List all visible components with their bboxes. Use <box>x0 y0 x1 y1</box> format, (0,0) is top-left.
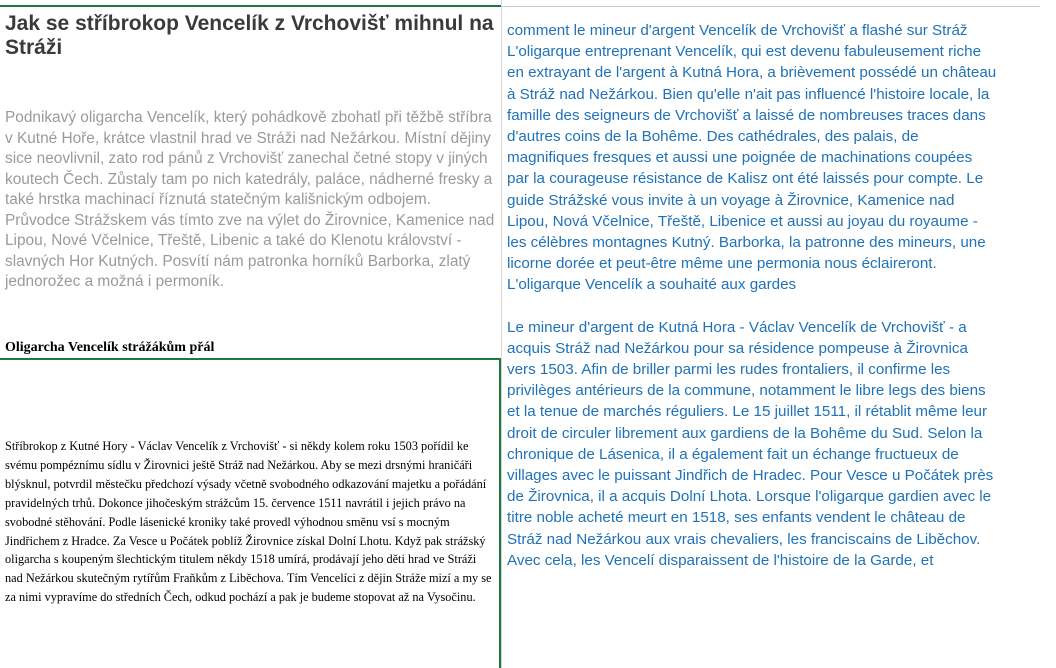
czech-article-title: Jak se stříbrokop Vencelík z Vrchovišť mihnul na Stráži <box>5 12 494 59</box>
french-article-intro: L'oligarque entreprenant Vencelík, qui est devenu fabuleusement riche en extrayant de l'argent à Kutná Hora, a brièvement possédé un château à Stráž nad Nežárkou. Bien qu'elle n'ait pas influencé l'histoire locale, la famille des seigneurs de Vrchovišť a laissé de nombreuses traces dans d'autres coins de la Bohême. Des cathédrales, des palais, de magnifiques fresques et aussi une poignée de machinations coupées par la courageuse résistance de Kalisz ont été laissés pour compte. Le guide Strážské vous invite à un voyage à Žirovnice, Kamenice nad Lipou, Nová Včelnice, Třeště, Libenice et aussi au joyau du royaume - les célèbres montagnes Kutný. Barborka, la patronne des mineurs, une licorne dorée et peut-être même une permonia nous éclaireront. <box>507 43 997 273</box>
french-article-title: comment le mineur d'argent Vencelík de Vrchovišť a flashé sur Stráž <box>507 22 968 39</box>
french-section-body: Le mineur d'argent de Kutná Hora - Václav Vencelík de Vrchovišť - a acquis Stráž nad Nežárkou pour sa résidence pompeuse à Žirovnica vers 1503. Afin de briller parmi les rudes frontaliers, il confirme les privilèges antérieurs de la commune, notamment le libre legs des biens et la tenue de marchés réguliers. Le 15 juillet 1511, il rétablit même leur droit de circuler librement aux gardiens de la Bohême du Sud. Selon la chronique de Lásenica, il a également fait un échange fructueux de villages avec le puissant Jindřich de Hradec. Pour Vesce u Počátek près de Žirovnica, il a acquis Dolní Lhota. Lorsque l'oligarque gardien avec le titre noble acheté meurt en 1518, ses enfants vendent le château de Stráž nad Nežárkou aux vrais chevaliers, les franciscains de Liběchov. Avec cela, les Vencelí disparaissent de l'histoire de la Garde, et <box>507 318 994 569</box>
czech-section-heading: Oligarcha Vencelík strážákům přál <box>5 340 215 355</box>
french-translation-column <box>507 20 997 571</box>
czech-section-body: Stříbrokop z Kutné Hory - Václav Vencelík z Vrchovišť - si někdy kolem roku 1503 pořídil ke svému pompéznímu sídlu v Žirovnici ještě Stráž nad Nežárkou. Aby se mezi drsnými hraničáři blýsknul, potvrdil městečku předchozí výsady včetně svobodného odkazování majetku a pořádání pravidelných trhů. Dokonce jihočeským strážcům 15. července 1511 navrátil i jejich právo na svobodné stěhování. Podle lásenické kroniky také provedl výhodnou směnu vsí s mocným Jindřichem z Hradce. Za Vesce u Počátek poblíž Žirovnice získal Dolní Lhotu. Když pak strážský oligarcha s koupeným šlechtickým titulem někdy 1518 umírá, prodávají jeho děti hrad ve Stráži nad Nežárkou skutečným rytířům Fraňkům z Liběchova. Tím Vencelíci z dějin Stráže mizí a my se za nimi vypravíme do středních Čech, odkud pochází a pak je budeme stopovat až na Vysočinu. <box>5 439 492 605</box>
french-section-heading: L'oligarque Vencelík a souhaité aux gardes <box>507 276 797 294</box>
czech-article-intro: Podnikavý oligarcha Vencelík, který pohádkově zbohatl při těžbě stříbra v Kutné Hoře, krátce vlastnil hrad ve Stráži nad Nežárkou. Místní dějiny sice neovlivnil, zato rod pánů z Vrchovišť zanechal četné stopy v jiných koutech Čech. Zůstaly tam po nich katedrály, paláce, nádherné fresky a také hrstka machinací říznutá statečným kališnickým odbojem. Průvodce Strážskem vás tímto zve na výlet do Žirovnice, Kamenice nad Lipou, Nové Včelnice, Třeště, Libenic a také do Klenotu království - slavných Hor Kutných. Posvítí nám patronka horníků Barborka, zlatý jednorožec a možná i permoník. <box>5 109 495 290</box>
selected-cell-border-top <box>0 0 501 7</box>
paragraph-gap <box>507 296 997 317</box>
column-divider <box>501 0 502 668</box>
